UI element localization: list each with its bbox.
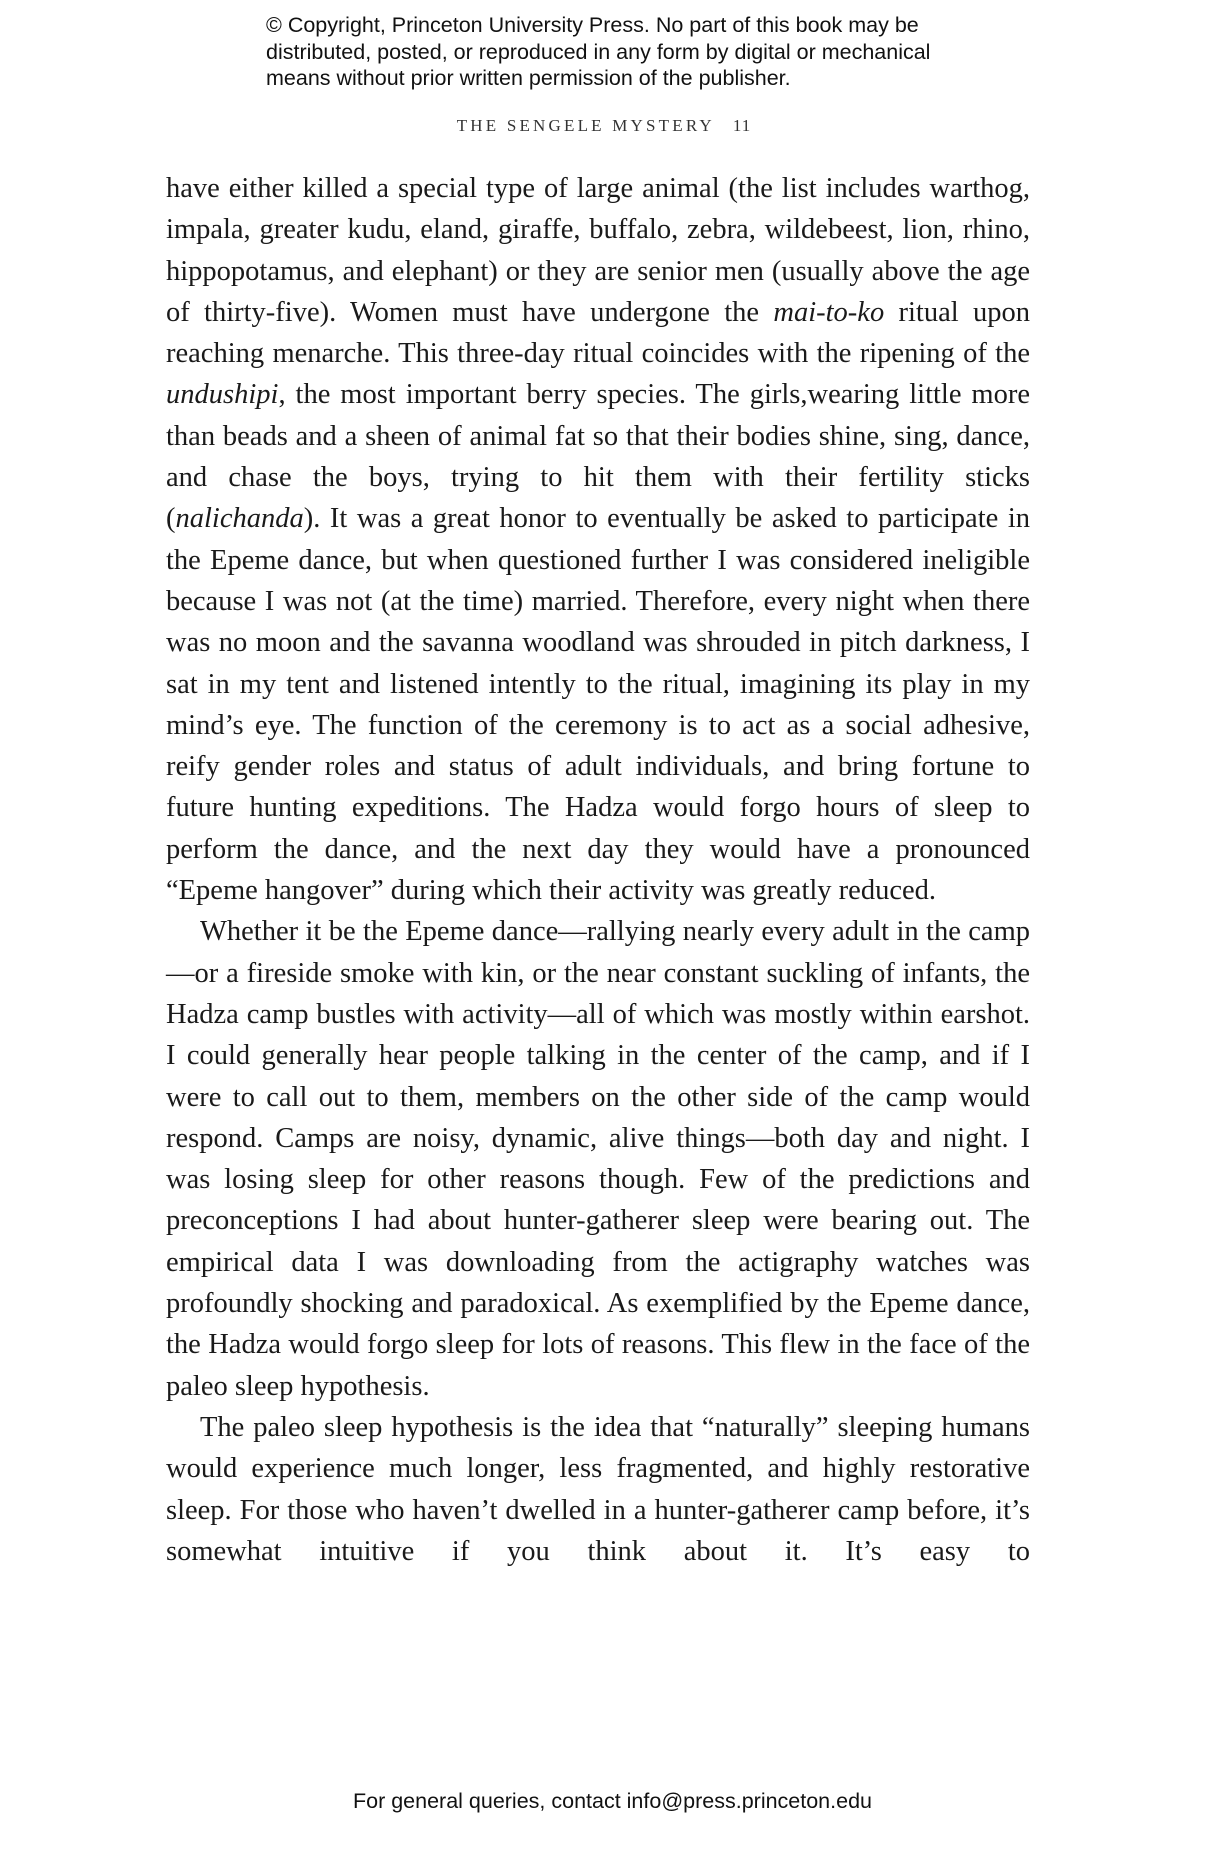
italic-term: undushipi	[166, 379, 279, 411]
body-text	[166, 168, 1030, 1572]
copyright-line: means without prior written permission of the publisher.	[266, 66, 791, 90]
copyright-notice	[266, 12, 1026, 92]
text-run: , the most important berry species. The girls,wearing little more than beads and a sheen of animal fat so that their bodies shine, sing, dance, and chase the boys, trying to hit them with their fertility sticks (	[166, 379, 1030, 535]
paragraph-3: The paleo sleep hypothesis is the idea that “naturally” sleeping humans would experience much longer, less fragmented, and highly restorative sleep. For those who haven’t dwelled in a hunter-gatherer camp before, it’s somewhat intuitive if you think about it. It’s easy to	[166, 1411, 1030, 1567]
text-run: ). It was a great honor to eventually be asked to participate in the Epeme dance, but when questioned further I was considered ineligible because I was not (at the time) married. Therefore, every night when there was no moon and the savanna woodland was shrouded in pitch darkness, I sat in my tent and listened intently to the ritual, imagining its play in my mind’s eye. The function of the ceremony is to act as a social adhesive, reify gender roles and status of adult individuals, and bring fortune to future hunting expeditions. The Hadza would forgo hours of sleep to perform the dance, and the next day they would have a pronounced “Epeme hangover” during which their activity was greatly reduced.	[166, 503, 1030, 907]
text-run: have either killed a special type of large animal (the list includes warthog, impala, greater kudu, eland, giraffe, buffalo, zebra, wildebeest, lion, rhino, hippopotamus, and elephant) or they are senior men (usually above the age of thirty-five). Women must have undergone the	[166, 173, 1030, 328]
running-head	[166, 116, 1042, 136]
chapter-title: THE SENGELE MYSTERY	[456, 116, 715, 135]
page-number: 11	[732, 116, 752, 135]
copyright-line: © Copyright, Princeton University Press. No part of this book may be	[266, 13, 919, 37]
italic-term: nalichanda	[175, 503, 304, 535]
paragraph-1	[166, 168, 1030, 911]
italic-term: mai-to-ko	[773, 296, 885, 328]
footer-contact: For general queries, contact info@press.princeton.edu	[352, 1789, 872, 1813]
copyright-line: distributed, posted, or reproduced in any form by digital or mechanical	[266, 39, 931, 64]
text-run: ritual upon reaching menarche. This three-day ritual coincides with the ripening of the	[166, 296, 1030, 370]
paragraph-2: Whether it be the Epeme dance—rallying nearly every adult in the camp—or a fireside smoke with kin, or the near constant suckling of infants, the Hadza camp bustles with activity—all of which was mostly within earshot. I could generally hear people talking in the center of the camp, and if I were to call out to them, members on the other side of the camp would respond. Camps are noisy, dynamic, alive things—both day and night. I was losing sleep for other reasons though. Few of the predictions and preconceptions I had about hunter-gatherer sleep were bearing out. The empirical data I was downloading from the actigraphy watches was profoundly shocking and paradoxical. As exemplified by the Epeme dance, the Hadza would forgo sleep for lots of reasons. This flew in the face of the paleo sleep hypothesis.	[166, 916, 1030, 1402]
